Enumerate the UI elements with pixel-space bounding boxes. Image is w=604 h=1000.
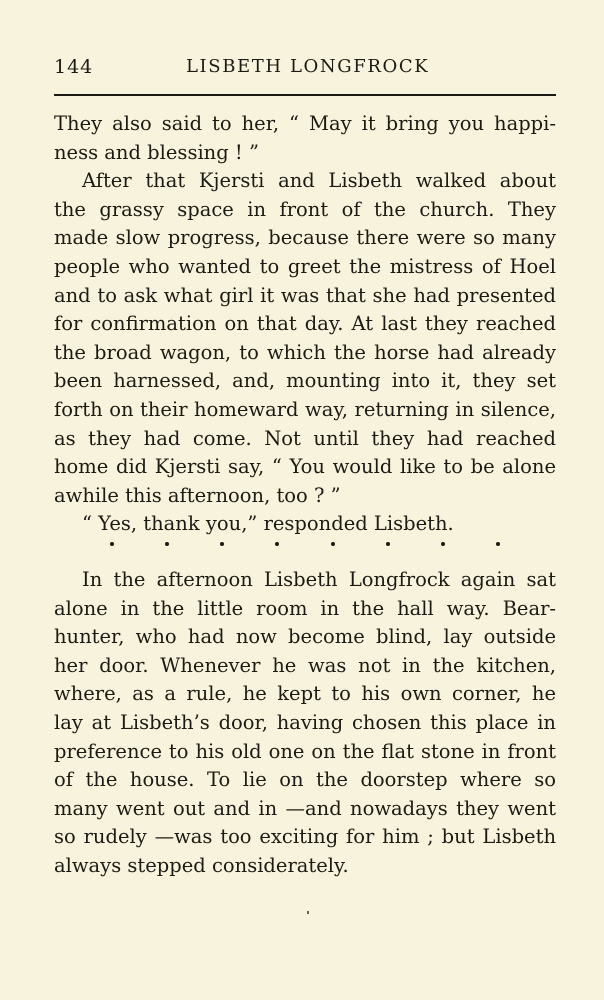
text-line: the grassy space in front of the church. They (54, 197, 556, 221)
break-dot (110, 542, 114, 546)
text-line: so rudely —was too exciting for him ; but Lisbeth (54, 825, 556, 849)
paper-speck (307, 911, 309, 914)
text-line: where, as a rule, he kept to his own corner, he (54, 682, 556, 706)
text-line: forth on their homeward way, returning in silence, (54, 397, 556, 421)
break-dot (441, 542, 445, 546)
text-line: hunter, who had now become blind, lay outside (54, 625, 556, 649)
text-line: awhile this afternoon, too ? ” (54, 483, 341, 507)
break-dot (331, 542, 335, 546)
text-line: preference to his old one on the flat stone in front (54, 739, 556, 763)
text-line: made slow progress, because there were so many (54, 226, 556, 250)
text-line: “ Yes, thank you,” responded Lisbeth. (82, 512, 454, 536)
text-line: and to ask what girl it was that she had presented (54, 283, 556, 307)
text-line: been harnessed, and, mounting into it, they set (54, 369, 556, 393)
text-line: as they had come. Not until they had reached (54, 426, 556, 450)
text-line: many went out and in —and nowadays they went (54, 796, 556, 820)
text-line: In the afternoon Lisbeth Longfrock again sat (82, 568, 556, 591)
text-line: lay at Lisbeth’s door, having chosen this place in (54, 710, 556, 734)
break-dot (165, 542, 169, 546)
break-dot (496, 542, 500, 546)
body-text-before-break (54, 110, 556, 539)
text-line: home did Kjersti say, “ You would like to be alone (54, 455, 556, 479)
break-dot (275, 542, 279, 546)
text-line: of the house. To lie on the doorstep where so (54, 768, 556, 792)
text-line: people who wanted to greet the mistress of Hoel (54, 254, 556, 278)
page-number: 144 (54, 56, 94, 78)
text-line: for confirmation on that day. At last they reached (54, 312, 556, 336)
section-break-dots (110, 542, 500, 546)
page-header (54, 56, 556, 86)
text-line: the broad wagon, to which the horse had already (54, 340, 556, 364)
text-line: alone in the little room in the hall way. Bear- (54, 596, 556, 620)
break-dot (220, 542, 224, 546)
running-title: LISBETH LONGFROCK (186, 56, 430, 77)
header-rule (54, 94, 556, 96)
text-line: her door. Whenever he was not in the kitchen, (54, 653, 556, 677)
text-line: They also said to her, “ May it bring you happi- (54, 112, 556, 135)
text-line: always stepped considerately. (54, 853, 349, 877)
break-dot (386, 542, 390, 546)
text-line: ness and blessing ! ” (54, 140, 259, 164)
text-line: After that Kjersti and Lisbeth walked about (82, 169, 556, 193)
body-text-after-break (54, 566, 556, 881)
